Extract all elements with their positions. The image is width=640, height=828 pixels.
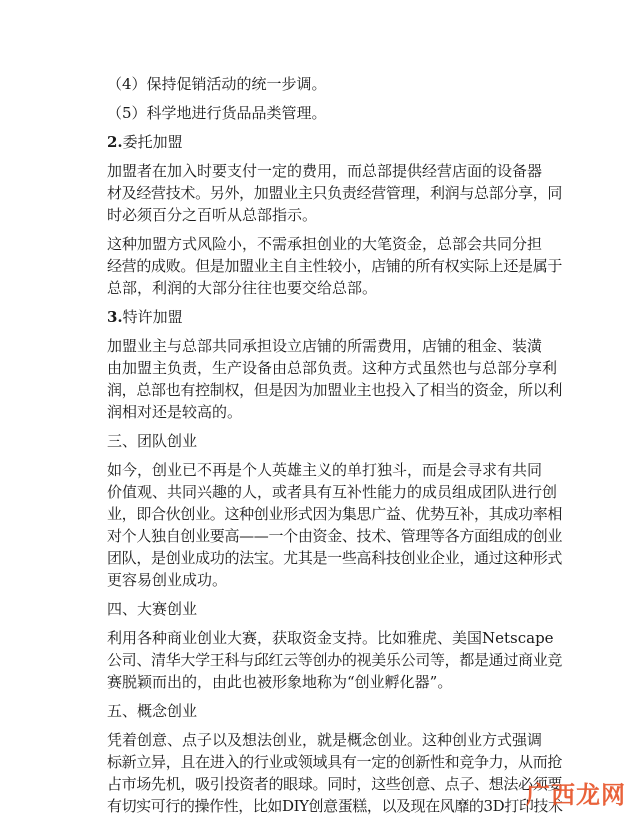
paragraph-line: 更容易创业成功。	[107, 571, 228, 589]
paragraph-line: 赛脱颖而出的，由此也被形象地称为“创业孵化器”。	[107, 673, 453, 691]
paragraph-line: 经营的成败。但是加盟业主自主性较小，店铺的所有权实际上还是属于	[107, 257, 563, 275]
section-heading-number: 2.	[107, 133, 123, 151]
paragraph-line: 价值观、共同兴趣的人，或者具有互补性能力的成员组成团队进行创	[107, 483, 558, 501]
paragraph-line: 公司、清华大学王科与邱红云等创办的视美乐公司等，都是通过商业竞	[107, 651, 563, 669]
section-heading-text: 三、团队创业	[107, 432, 198, 450]
paragraph-line: 由加盟主负责，生产设备由总部负责。这种方式虽然也与总部分享利	[107, 359, 558, 377]
paragraph-line: 时必须百分之百听从总部指示。	[107, 206, 318, 224]
section-heading	[107, 700, 562, 722]
paragraph-line: 业，即合伙创业。这种创业形式因为集思广益、优势互补，其成功率相	[107, 505, 563, 523]
body-paragraph	[107, 729, 562, 817]
paragraph-line: 润相对还是较高的。	[107, 403, 243, 421]
body-paragraph	[107, 73, 562, 95]
body-paragraph	[107, 102, 562, 124]
paragraph-line: 对个人独自创业要高——一个由资金、技术、管理等各方面组成的创业	[107, 527, 563, 545]
paragraph-line: 占市场先机，吸引投资者的眼球。同时，这些创意、点子、想法必须要	[107, 775, 563, 793]
paragraph-line: 凭着创意、点子以及想法创业，就是概念创业。这种创业方式强调	[107, 731, 543, 749]
site-watermark: 广西龙网	[526, 781, 626, 809]
section-heading-text: 委托加盟	[122, 133, 183, 151]
section-heading-text: 特许加盟	[122, 308, 183, 326]
section-heading-text: 五、概念创业	[107, 702, 198, 720]
section-heading	[107, 430, 562, 452]
paragraph-line: 如今，创业已不再是个人英雄主义的单打独斗，而是会寻求有共同	[107, 461, 543, 479]
body-paragraph	[107, 459, 562, 591]
document-body	[107, 73, 562, 817]
paragraph-line: 材及经营技术。另外，加盟业主只负责经营管理，利润与总部分享，同	[107, 184, 563, 202]
paragraph-line: 有切实可行的操作性，比如DIY创意蛋糕，以及现在风靡的3D打印技术	[107, 797, 563, 815]
section-heading-number: 3.	[107, 308, 123, 326]
paragraph-line: 团队，是创业成功的法宝。尤其是一些高科技创业企业，通过这种形式	[107, 549, 563, 567]
section-heading	[107, 598, 562, 620]
paragraph-line: 这种加盟方式风险小，不需承担创业的大笔资金，总部会共同分担	[107, 235, 543, 253]
paragraph-line: 加盟者在加入时要支付一定的费用，而总部提供经营店面的设备器	[107, 162, 543, 180]
paragraph-line: 标新立异，且在进入的行业或领域具有一定的创新性和竞争力，从而抢	[107, 753, 563, 771]
paragraph-line: （4）保持促销活动的统一步调。	[107, 75, 327, 93]
paragraph-line: 利用各种商业创业大赛，获取资金支持。比如雅虎、美国Netscape	[107, 629, 554, 647]
section-heading	[107, 306, 562, 328]
paragraph-line: 加盟业主与总部共同承担设立店铺的所需费用，店铺的租金、装潢	[107, 337, 543, 355]
body-paragraph	[107, 627, 562, 693]
paragraph-line: 润，总部也有控制权，但是因为加盟业主也投入了相当的资金，所以利	[107, 381, 563, 399]
paragraph-line: 总部，利润的大部分往往也要交给总部。	[107, 279, 378, 297]
body-paragraph	[107, 160, 562, 226]
body-paragraph	[107, 233, 562, 299]
paragraph-line: （5）科学地进行货品品类管理。	[107, 104, 327, 122]
body-paragraph	[107, 335, 562, 423]
section-heading	[107, 131, 562, 153]
section-heading-text: 四、大赛创业	[107, 600, 198, 618]
